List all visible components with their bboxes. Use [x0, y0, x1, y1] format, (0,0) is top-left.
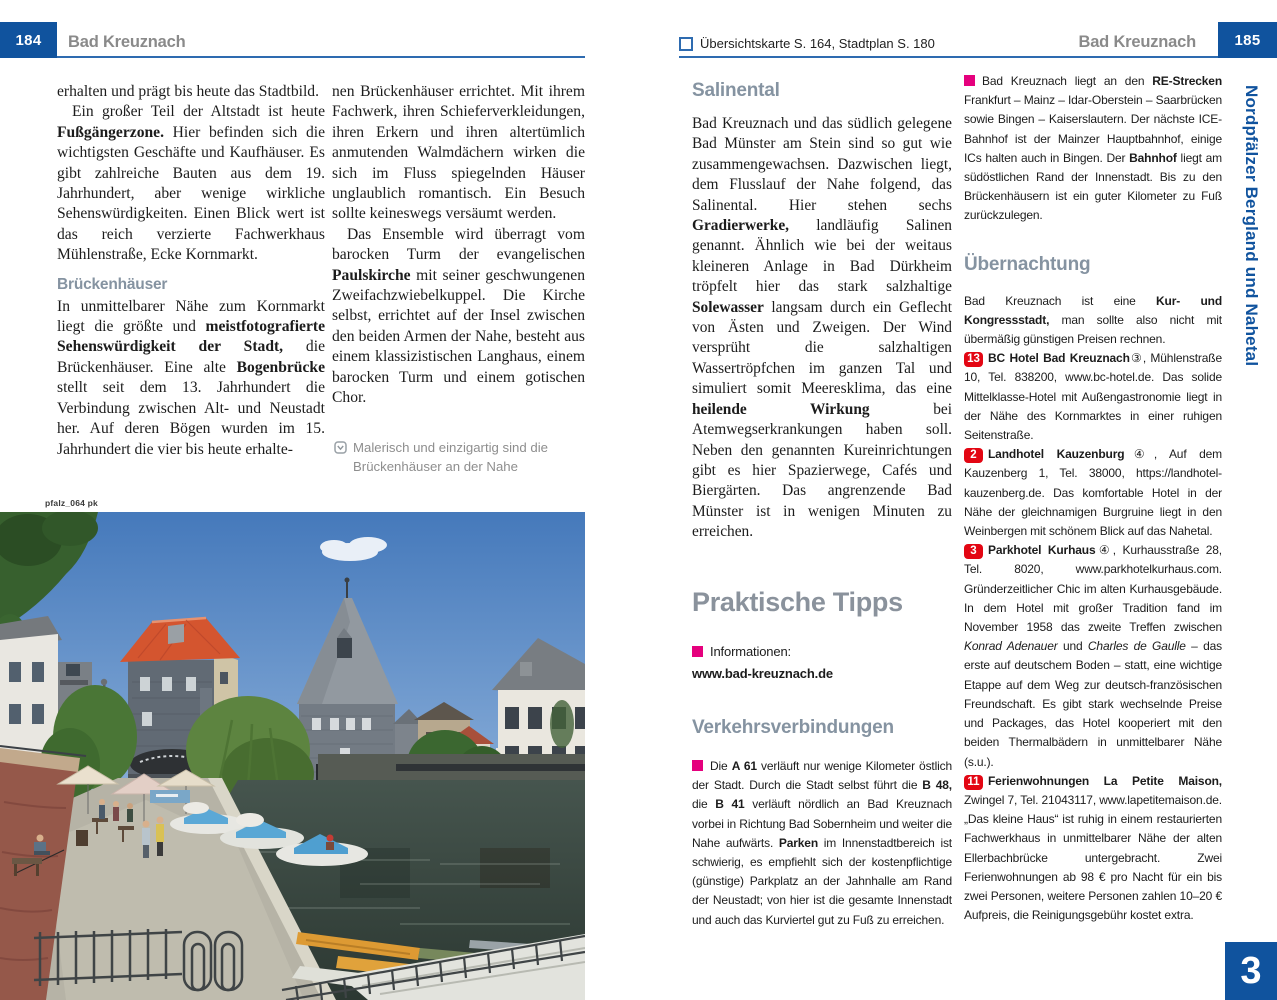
header-rule-right — [679, 56, 1218, 58]
info-label: Informationen: — [710, 643, 792, 659]
hotel-text: Parkhotel Kurhaus④, Kurhausstraße 28, Tel. 8020, www.parkhotelkurhaus.com. Gründerzeitlicher Chic im alten Kurhausgebäude. In dem Hotel mit großer Tradition fand im November 1958 das zweite Treffen zwischen Konrad Adenauer und Charles de Gaulle – das erste auf deutschem Boden – statt, eine wichtige Etappe auf dem Weg zur deutsch-französischen Freundschaft. Es gibt stark wechselnde Preise und Packages, das Hotel kooperiert mit den beiden Thermalbädern in unmittelbarer Nähe (s.u.). — [964, 543, 1222, 769]
column-2 — [332, 82, 585, 409]
column-1 — [57, 82, 325, 460]
chapter-heading-tips: Praktische Tipps — [692, 586, 903, 617]
photo-credit-label: pfalz_064 pk — [45, 498, 98, 508]
page-number-right: 185 — [1218, 22, 1277, 58]
column-3 — [692, 80, 952, 930]
region-edge-tab: Nordpfälzer Bergland und Nahetal — [1242, 85, 1261, 367]
paragraph: Das Ensemble wird überragt vom barocken Turm der evangelischen Paulskirche mit seiner geschwungenen Zweifachzwiebelkuppel. Die Kirche selbst, errichtet auf der Insel zwischen den beiden Armen der Nahe, besteht aus einem klassizistischen Langhaus, einem barocken Turm und einem gotischen Chor. — [332, 225, 585, 407]
map-reference-note — [679, 36, 935, 51]
header-rule-left — [57, 56, 585, 58]
photo-caption-text: Malerisch und einzigartig sind die Brückenhäuser an der Nahe — [353, 440, 548, 474]
hotel-entry — [964, 541, 1222, 771]
section-heading-uebernachtung: Übernachtung — [964, 253, 1091, 275]
paragraph: Bad Kreuznach ist eine Kur- und Kongressstadt, man sollte also nicht mit übermäßig günstigen Preisen rechnen. — [964, 293, 1222, 347]
poi-number-badge: 3 — [964, 544, 983, 559]
paragraph — [692, 757, 952, 930]
paragraph: Bad Kreuznach und das südlich gelegene Bad Münster am Stein sind so gut wie zusammengewachsen. Dazwischen liegt, dem Flusslauf der Nahe folgend, das Salinental. Hier stehen sechs Gradierwerke, landläufig Salinen genannt. Ähnlich wie bei der weitaus kleineren Anlage in Bad Dürkheim tröpfelt hier das stark salzhaltige Solewasser langsam durch ein Geflecht von Ästen und Zweigen. Der Wind versprüht die salzhaltigen Wassertröpfchen im ganzen Tal und simuliert somit Meeresklima, das eine heilende Wirkung bei Atemwegserkrankungen haben soll. Neben den genannten Kureinrichtungen gibt es hier Spazierwege, Cafés und Biergärten. Das angrenzende Bad Münster ist in wenigen Minuten zu erreichen. — [692, 115, 953, 541]
info-line — [692, 642, 952, 662]
paragraph: erhalten und prägt bis heute das Stadtbild. — [57, 83, 320, 100]
hotel-text: BC Hotel Bad Kreuznach③, Mühlenstraße 10, Tel. 838200, www.bc-hotel.de. Das solide Mittelklasse-Hotel mit Außengastronomie liegt in der Nähe des Kornmarktes in einer ruhigen Seitenstraße. — [964, 351, 1222, 443]
section-heading-salinental: Salinental — [692, 80, 780, 101]
hotel-text: Ferienwohnungen La Petite Maison, Zwingel 7, Tel. 21043117, www.lapetitemaison.de. „Das kleine Haus“ ist ruhig in einem restaurierten Fachwerkhaus in unmittelbarer Nähe der alten Ellerbachbrücke untergebracht. Zwei Ferienwohnungen ab 98 € pro Nacht für ein bis zwei Personen, weitere Personen zahlen 10–20 € Aufpreis, die Reinigungsgebühr kostet extra. — [964, 773, 1222, 923]
hotel-entry — [964, 349, 1222, 445]
hotel-text: Landhotel Kauzenburg④, Auf dem Kauzenberg 1, Tel. 38000, https://landhotel-kauzenberg.de. Das komfortable Hotel in der Nähe der gleichnamigen Burgruine liegt in den Weinbergen mit schönem Blick auf das Nahetal. — [964, 447, 1222, 539]
subsection-heading: Brückenhäuser — [57, 275, 168, 293]
paragraph: In unmittelbarer Nähe zum Kornmarkt liegt die größte und meistfotografierte Sehenswürdigkeit der Stadt, die Brückenhäuser. Eine alte Bogenbrücke stellt seit dem 13. Jahrhundert die Verbindung zwischen Alt- und Neustadt her. Auf deren Bögen wurden im 15. Jahrhundert die vier bis heute erhalte- — [57, 297, 325, 458]
running-head-left: Bad Kreuznach — [68, 33, 186, 51]
photo-brueckenhaeuser — [0, 512, 585, 1000]
magenta-bullet-icon — [692, 646, 703, 657]
magenta-bullet-icon — [692, 760, 703, 771]
magenta-bullet-icon — [964, 75, 975, 86]
caption-marker-icon — [334, 440, 347, 459]
info-url: www.bad-kreuznach.de — [692, 665, 833, 681]
running-head-right: Bad Kreuznach — [1078, 33, 1196, 51]
chapter-number-tab: 3 — [1225, 942, 1277, 1000]
map-reference-text: Übersichtskarte S. 164, Stadtplan S. 180 — [700, 36, 935, 51]
paragraph: Ein großer Teil der Altstadt ist heute Fußgängerzone. Hier befinden sich die wichtigsten Geschäfte und Kaufhäuser. Es gibt zahlreiche Bauten aus dem 19. Jahrhundert, aber wenige wirkliche Sehenswürdigkeiten. Einen Blick wert ist das reich verzierte Fachwerkhaus Mühlenstraße, Ecke Kornmarkt. — [57, 103, 325, 264]
poi-number-badge: 2 — [964, 448, 983, 463]
photo-illustration — [0, 512, 585, 1000]
section-heading-verkehr: Verkehrsverbindungen — [692, 716, 894, 738]
map-ref-square-icon — [679, 37, 693, 51]
poi-number-badge: 13 — [964, 352, 983, 367]
paragraph — [964, 72, 1222, 226]
rail-text: Bad Kreuznach liegt an den RE-Strecken Frankfurt – Mainz – Idar-Oberstein – Saarbrücken sowie Bingen – Kaiserslautern. Der nächste ICE-Bahnhof ist der Mainzer Hauptbahnhof, einige ICs halten auch in Bingen. Der Bahnhof liegt am südöstlichen Rand der Innenstadt. Bis zu den Brückenhäusern ist ein guter Kilometer zu Fuß zurückzulegen. — [964, 74, 1222, 223]
traffic-text: Die A 61 verläuft nur wenige Kilometer östlich der Stadt. Durch die Stadt selbst führt die B 48, die B 41 verläuft nördlich an Bad Kreuznach vorbei in Richtung Bad Sobernheim und weiter die Nahe aufwärts. Parken im Innenstadtbereich ist schwierig, es empfiehlt sich der kostenpflichtige (günstige) Parkplatz an der Jahnhalle am Rand der Neustadt; von hier ist die gesamte Innenstadt und auch das Kurviertel gut zu Fuß zu erreichen. — [692, 758, 953, 927]
column-4 — [964, 72, 1222, 925]
poi-number-badge: 11 — [964, 775, 983, 790]
page-number-left: 184 — [0, 22, 57, 58]
hotel-entry — [964, 772, 1222, 926]
photo-caption — [334, 438, 586, 476]
paragraph: nen Brückenhäuser errichtet. Mit ihrem Fachwerk, ihren Schieferverkleidungen, ihren Erkern und ihren altertümlich anmutenden Walmdächern wirken die sich im Fluss spiegelnden Häuser unglaublich romantisch. Ein Besuch sollte keineswegs versäumt werden. — [332, 83, 585, 223]
hotel-entry — [964, 445, 1222, 541]
